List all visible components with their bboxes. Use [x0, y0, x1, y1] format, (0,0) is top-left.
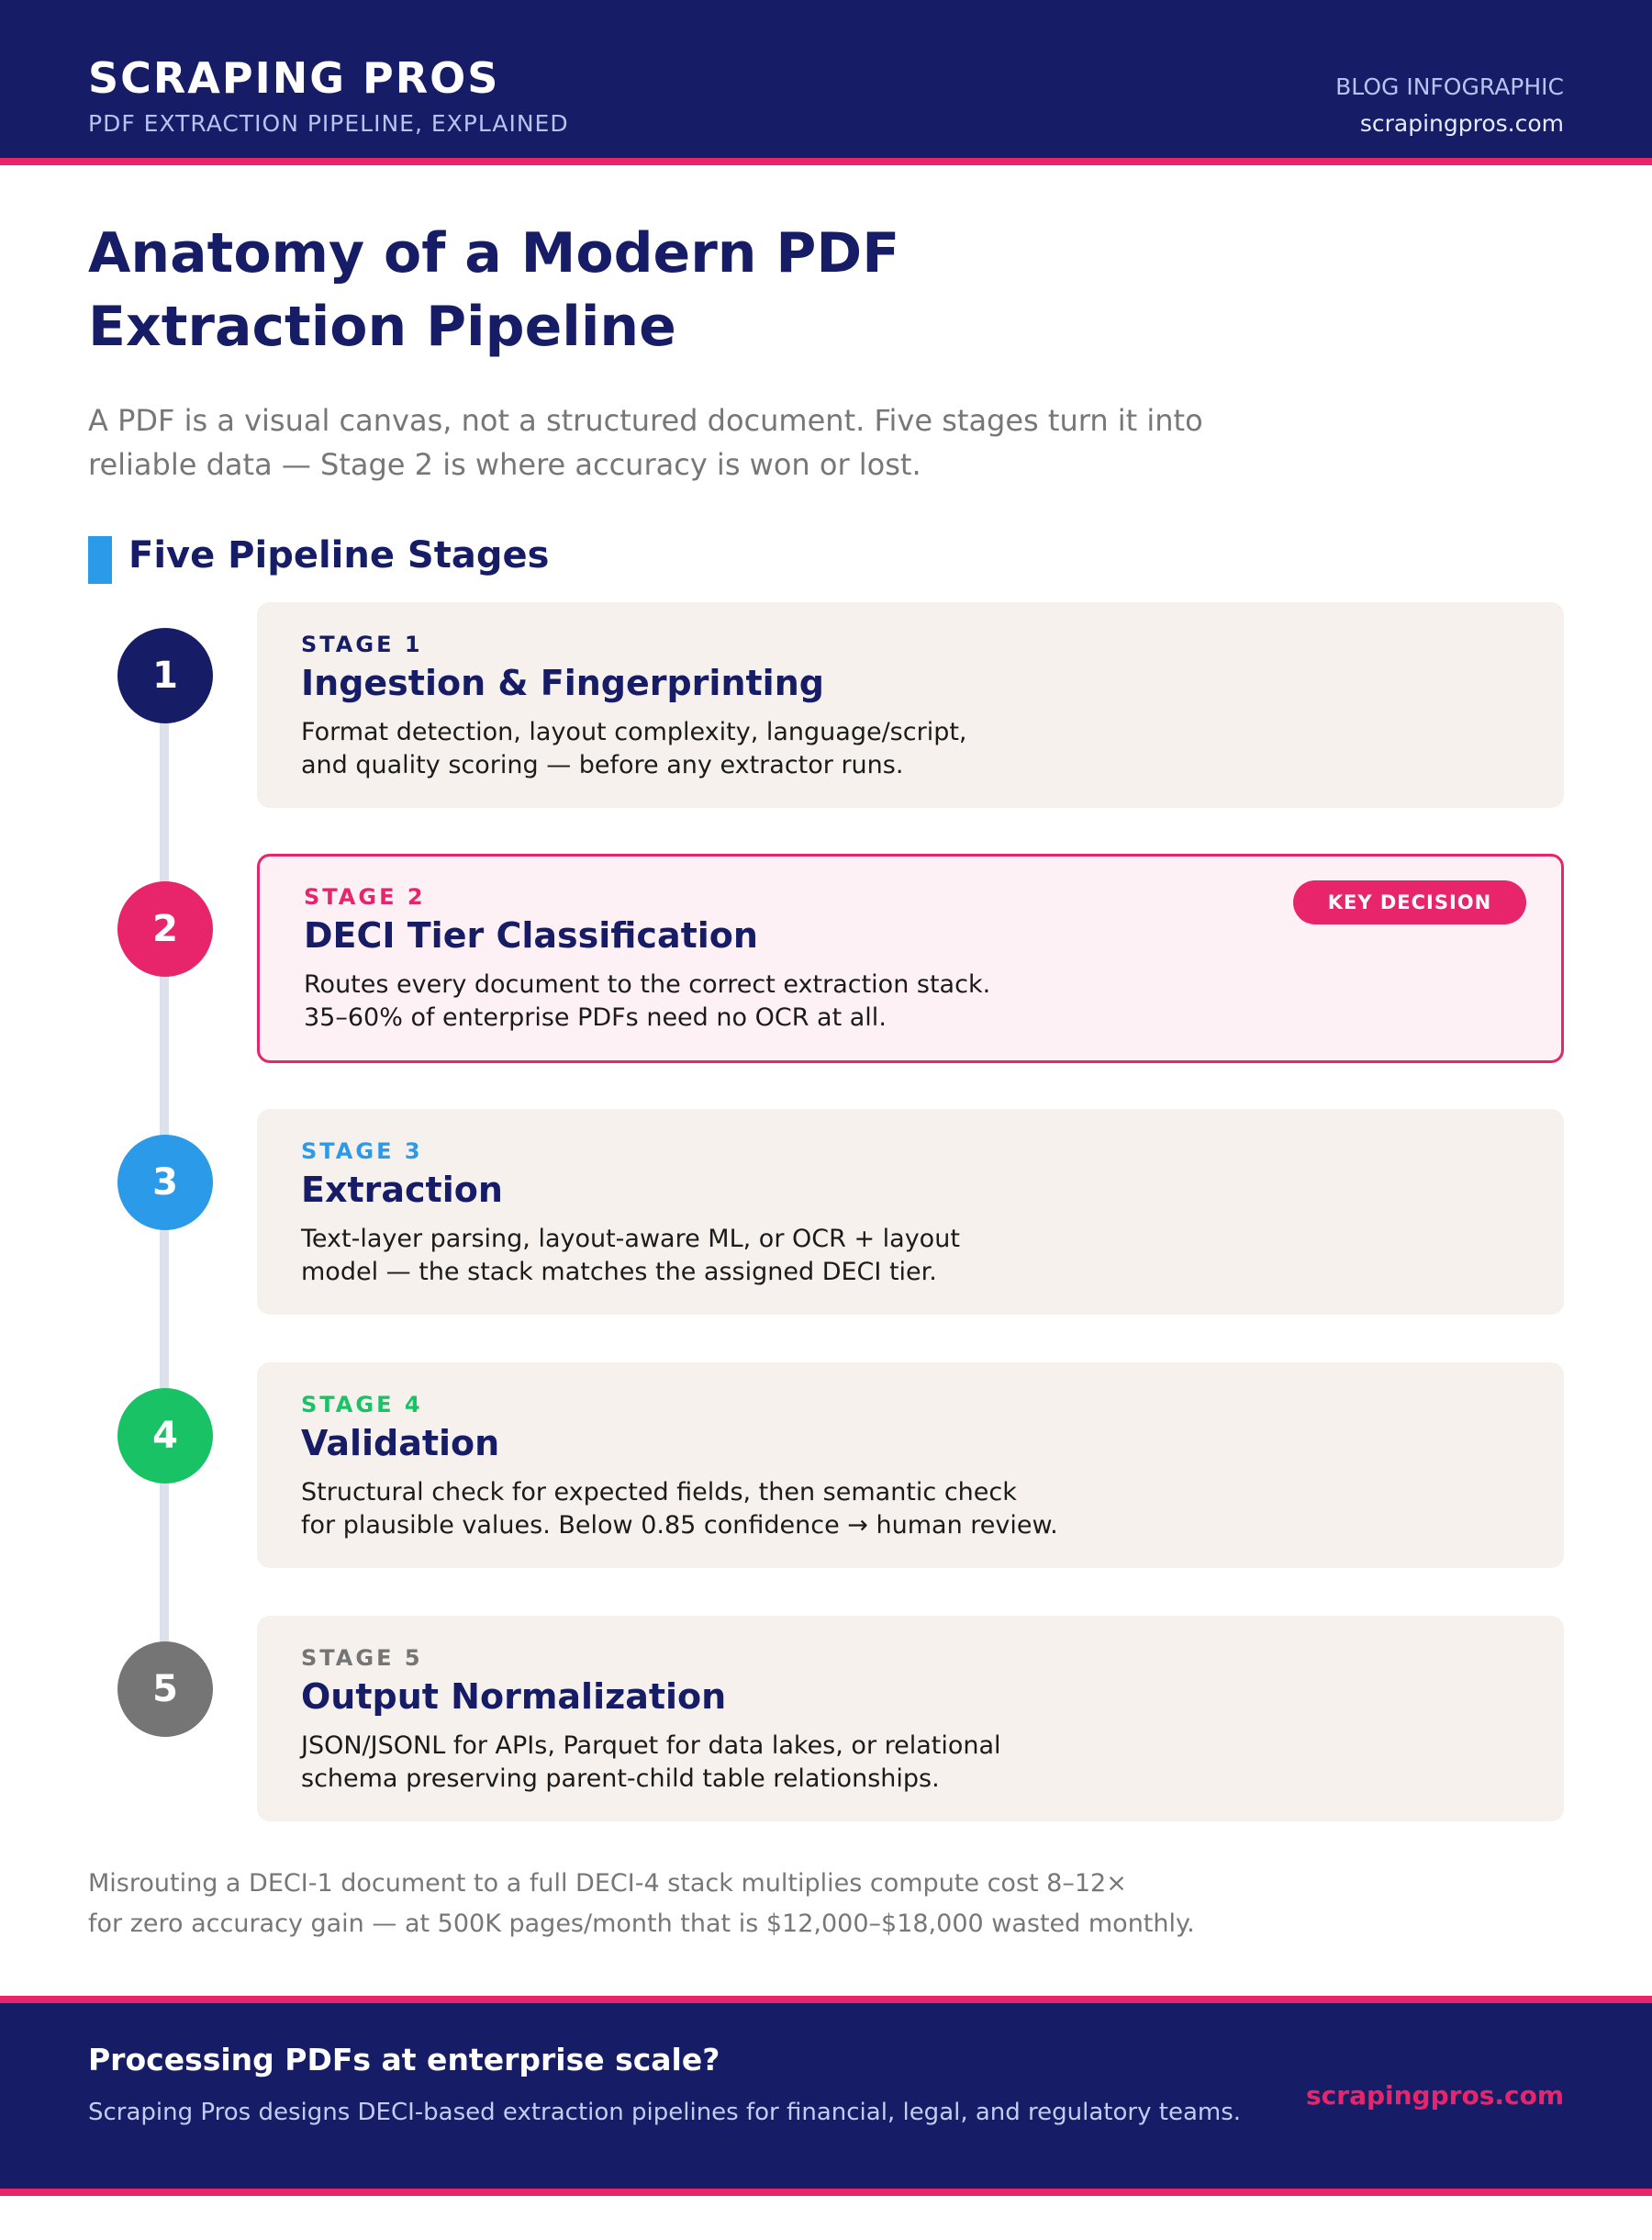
header-label: BLOG INFOGRAPHIC [1335, 73, 1564, 100]
stage-4-number: 4 [152, 1415, 178, 1457]
stage-3-circle [117, 1135, 213, 1230]
stage-1-card [257, 602, 1564, 808]
stage-2-desc-line-1: Routes every document to the correct extraction stack. [304, 970, 991, 999]
footer-accent-bar-bottom [0, 2189, 1652, 2196]
page-title-line-2: Extraction Pipeline [88, 295, 676, 359]
intro-text [88, 398, 1318, 487]
stage-3-card [257, 1109, 1564, 1315]
key-decision-badge: KEY DECISION [1293, 880, 1526, 924]
stage-3-desc-line-1: Text-layer parsing, layout-aware ML, or OCR + layout [301, 1225, 960, 1253]
stage-4-desc-line-1: Structural check for expected fields, then semantic check [301, 1478, 1017, 1506]
stage-4-desc-line-2: for plausible values. Below 0.85 confidence → human review. [301, 1511, 1058, 1540]
stage-5-number: 5 [152, 1668, 178, 1710]
stage-1-label: STAGE 1 [301, 632, 423, 657]
stage-1-desc-line-2: and quality scoring — before any extractor runs. [301, 751, 904, 779]
stage-2-number: 2 [152, 908, 178, 950]
stage-4-description [301, 1476, 1127, 1542]
header-accent-bar [0, 158, 1652, 165]
stage-2-title: DECI Tier Classification [304, 915, 758, 956]
footer-banner [0, 2003, 1652, 2189]
stage-3-label: STAGE 3 [301, 1138, 423, 1164]
stage-4-title: Validation [301, 1423, 500, 1463]
footer-title: Processing PDFs at enterprise scale? [88, 2042, 720, 2078]
stage-1-circle [117, 628, 213, 723]
stage-4-label: STAGE 4 [301, 1392, 423, 1417]
stage-1-desc-line-1: Format detection, layout complexity, language/script, [301, 718, 967, 746]
section-marker [88, 536, 112, 584]
cost-note-line-1: Misrouting a DECI-1 document to a full DECI-4 stack multiplies compute cost 8–12× [88, 1869, 1127, 1898]
header-banner [0, 0, 1652, 158]
page-title [88, 217, 1281, 364]
stage-3-desc-line-2: model — the stack matches the assigned DECI tier. [301, 1258, 937, 1286]
stage-1-description [301, 716, 1127, 782]
stage-5-label: STAGE 5 [301, 1645, 423, 1671]
brand-name: SCRAPING PROS [88, 53, 500, 103]
stage-5-circle [117, 1641, 213, 1737]
stage-2-circle [117, 881, 213, 977]
stage-4-card [257, 1362, 1564, 1568]
stage-5-desc-line-1: JSON/JSONL for APIs, Parquet for data lakes, or relational [301, 1731, 1001, 1760]
stage-2-description [304, 969, 1130, 1035]
stage-2-card [257, 854, 1564, 1063]
cost-note [88, 1864, 1336, 1944]
stage-2-desc-line-2: 35–60% of enterprise PDFs need no OCR at all. [304, 1003, 887, 1032]
stage-3-number: 3 [152, 1161, 178, 1204]
brand-tagline: PDF EXTRACTION PIPELINE, EXPLAINED [88, 110, 569, 137]
page-title-line-1: Anatomy of a Modern PDF [88, 221, 900, 286]
intro-line-1: A PDF is a visual canvas, not a structured document. Five stages turn it into [88, 403, 1203, 438]
cost-note-line-2: for zero accuracy gain — at 500K pages/month that is $12,000–$18,000 wasted monthly. [88, 1910, 1195, 1938]
stage-5-title: Output Normalization [301, 1676, 727, 1717]
stage-4-circle [117, 1388, 213, 1484]
section-title: Five Pipeline Stages [128, 534, 550, 577]
stage-3-title: Extraction [301, 1170, 503, 1210]
stage-2-label: STAGE 2 [304, 884, 426, 910]
footer-accent-bar-top [0, 1996, 1652, 2003]
intro-line-2: reliable data — Stage 2 is where accuracy is won or lost. [88, 447, 921, 482]
header-site-link[interactable]: scrapingpros.com [1359, 110, 1564, 137]
stage-5-card [257, 1616, 1564, 1821]
stage-5-desc-line-2: schema preserving parent-child table relationships. [301, 1764, 940, 1793]
footer-site-link[interactable]: scrapingpros.com [1306, 2080, 1564, 2111]
stage-5-description [301, 1730, 1127, 1796]
stage-3-description [301, 1223, 1127, 1289]
stage-1-number: 1 [152, 655, 178, 697]
stage-1-title: Ingestion & Fingerprinting [301, 663, 824, 703]
footer-text: Scraping Pros designs DECI-based extraction pipelines for financial, legal, and regulatory teams. [88, 2099, 1242, 2126]
